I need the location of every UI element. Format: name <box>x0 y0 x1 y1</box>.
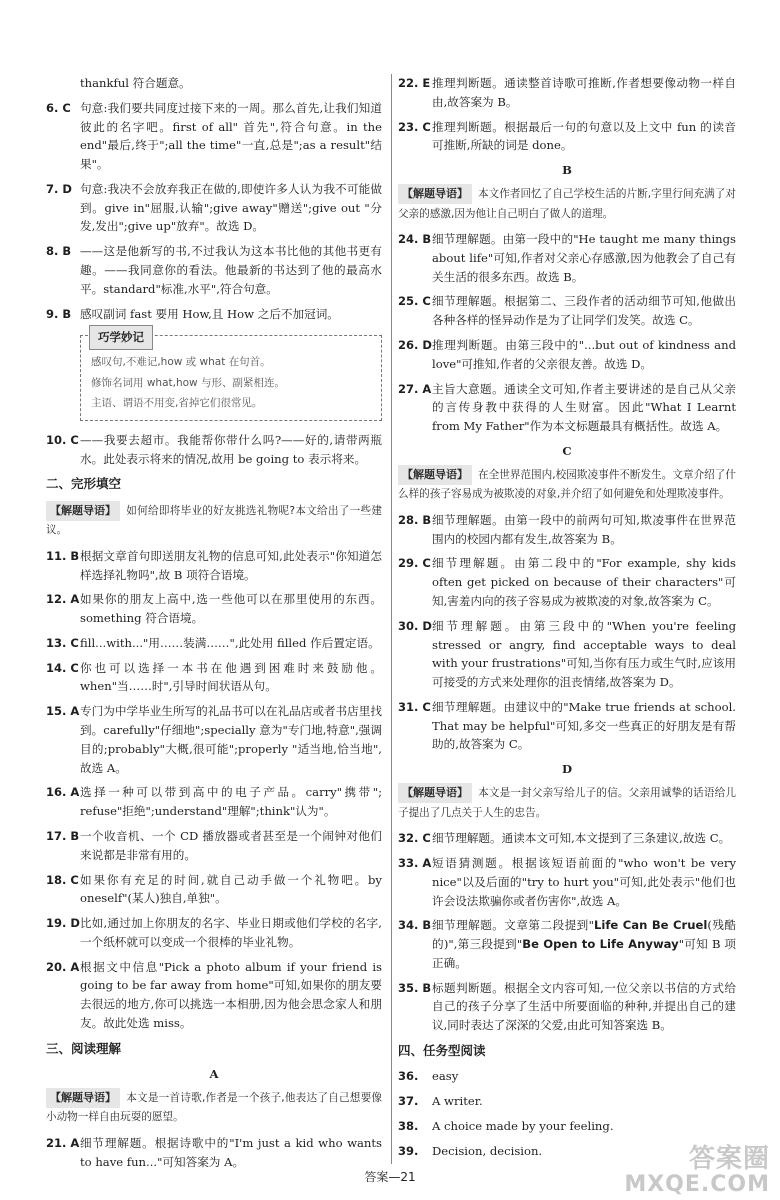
answer-item: 15. A 专门为中学毕业生所写的礼品书可以在礼品店或者书店里找到。carefully"仔细地";specially 意为"专门地,特意",强调目的;probably"大概,很可能";properly "适当地,恰当地",故选 A。 <box>46 704 382 775</box>
guide-tag: 【解题导语】 <box>46 501 120 521</box>
answer-item: 26. D 推理判断题。由第三段中的"...but out of kindness and love"可推知,作者的父亲很友善。故选 D。 <box>398 338 736 371</box>
memory-tip-line: 感叹句,不难记,how 或 what 在句首。 <box>91 356 271 369</box>
column-divider <box>391 74 392 1164</box>
guide-tag: 【解题导语】 <box>398 465 472 485</box>
site-watermark: 答案圈 MXQE.COM <box>624 1144 770 1197</box>
answer-item: 37. A writer. <box>398 1094 483 1109</box>
passage-letter: D <box>561 762 573 777</box>
answer-list-cloze <box>46 547 382 1033</box>
section-title-cloze: 二、完形填空 <box>46 476 122 492</box>
answer-item: 7. D 句意:我决不会放弃我正在做的,即使许多人认为我不可能做到。give in"屈服,认输";give away"赠送";give out "分发,发出";give up"放弃"。故选 D。 <box>46 181 382 234</box>
answer-item: 35. B 标题判断题。根据全文内容可知,一位父亲以书信的方式给自己的孩子分享了生活中所要面临的种种,并提出自己的建议,同时表达了深深的父爱,由此可知答案选 B。 <box>398 980 736 1033</box>
answer-item: 16. A 选择一种可以带到高中的电子产品。carry"携带"; refuse"拒绝";understand"理解";think"认为"。 <box>46 785 382 819</box>
answer-item: 13. C fill...with..."用……装满……",此处用 filled 作后置定语。 <box>46 635 380 650</box>
guide-passage-a: 【解题导语】 本文是一首诗歌,作者是一个孩子,他表达了自己想要像小动物一样自由玩耍的愿望。 <box>46 1088 382 1128</box>
guide-tag: 【解题导语】 <box>46 1088 120 1108</box>
answer-item: 17. B 一个收音机、一个 CD 播放器或者甚至是一个闹钟对他们来说都是非常有用的。 <box>46 828 382 862</box>
answer-item: 25. C 细节理解题。根据第二、三段作者的活动细节可知,他做出各种各样的怪异动作是为了让同学们发笑。故选 C。 <box>398 294 736 328</box>
answer-item: 39. Decision, decision. <box>398 1143 543 1158</box>
answer-item: 38. A choice made by your feeling. <box>398 1118 614 1133</box>
answer-item: 36. easy <box>398 1069 459 1084</box>
section-title-task-reading: 四、任务型阅读 <box>398 1043 486 1059</box>
answer-item: 6. C 句意:我们要共同度过接下来的一周。那么首先,让我们知道彼此的名字吧。first of all" 首先",符合句意。in the end"最后,终于";all the time"一直,总是";as a result"结果"。 <box>46 100 382 172</box>
answer-item: 12. A 如果你的朋友上高中,选一些他可以在那里使用的东西。something 符合语境。 <box>46 592 382 626</box>
answer-item: 32. C 细节理解题。通读本文可知,本文提到了三条建议,故选 C。 <box>398 831 731 846</box>
answer-item: 29. C 细节理解题。由第二段中的"For example, shy kids often get picked on because of their characters"可知,害羞内向的孩子容易成为被欺凌的对象,故答案为 C。 <box>398 556 736 608</box>
memory-tip-line: 主语、谓语不用变,省掉它们很常见。 <box>91 397 263 410</box>
answer-item: 27. A 主旨大意题。通读全文可知,作者主要讲述的是自己从父亲的言传身教中获得的人生财富。因此"What I Learnt from My Father"作为本文标题最具有概括性。故选 A。 <box>398 381 736 434</box>
answer-list-single-choice <box>46 99 382 324</box>
answer-item: 24. B 细节理解题。由第一段中的"He taught me many things about life"可知,作者对父亲心存感激,因为他教会了自己有关生活的很多东西。故选 B。 <box>398 232 736 284</box>
answer-item: 23. C 推理判断题。根据最后一句的句意以及上文中 fun 的读音可推断,所缺的词是 done。 <box>398 119 736 153</box>
answer-item: 34. B 细节理解题。文章第二段提到"Life Can Be Cruel(残酷的)",第三段提到"Be Open to Life Anyway"可知 B 项正确。 <box>398 918 736 970</box>
answer-item: 18. C 如果你有充足的时间,就自己动手做一个礼物吧。by oneself"(某人)独自,单独"。 <box>46 872 382 906</box>
guide-passage-d: 【解题导语】 本文是一封父亲写给儿子的信。父亲用诚挚的话语给儿子提出了几点关于人生的忠告。 <box>398 783 736 823</box>
answer-item: 14. C 你也可以选择一本书在他遇到困难时来鼓励他。when"当……时",引导时间状语从句。 <box>46 660 382 694</box>
continued-answer-5: thankful 符合题意。 <box>80 76 191 90</box>
answer-item: 30. D 细节理解题。由第三段中的"When you're feeling stressed or angry, find acceptable ways to deal with your frustrations"可知,当你有压力或生气时,应该用可接受的方式来处理你的沮丧情绪,故答案为 D。 <box>398 618 736 690</box>
memory-tip-title: 巧学妙记 <box>89 325 153 349</box>
guide-passage-b: 【解题导语】 本文作者回忆了自己学校生活的片断,字里行间充满了对父亲的感激,因为他让自己明白了做人的道理。 <box>398 184 736 224</box>
answer-item: 10. C ——我要去超市。我能帮你带什么吗?——好的,请带两瓶水。此处表示将来的情况,故用 be going to 表示将来。 <box>46 432 382 466</box>
guide-tag: 【解题导语】 <box>398 783 472 803</box>
answer-item: 19. D 比如,通过加上你朋友的名字、毕业日期或他们学校的名字,一个纸杯就可以变成一个很棒的毕业礼物。 <box>46 916 382 949</box>
answer-item: 20. A 根据文中信息"Pick a photo album if your friend is going to be far away from home"可知,如果你的朋友要去很远的地方,你可以挑选一本相册,因为他会思念家人和朋友。故此处选 miss。 <box>46 959 382 1030</box>
memory-tip-line: 修饰名词用 what,how 与形、副紧相连。 <box>91 376 285 389</box>
answer-item: 21. A 细节理解题。根据诗歌中的"I'm just a kid who wants to have fun..."可知答案为 A。 <box>46 1135 382 1169</box>
passage-letter: B <box>562 163 572 178</box>
answer-item: 22. E 推理判断题。通读整首诗歌可推断,作者想要像动物一样自由,故答案为 B。 <box>398 76 736 109</box>
answer-item: 28. B 细节理解题。由第一段中的前两句可知,欺凌事件在世界范围内的校园内都有发生,故答案为 B。 <box>398 512 736 546</box>
answer-item: 33. A 短语猜测题。根据该短语前面的"who won't be very nice"以及后面的"try to hurt you"可知,此处表示"他们也许会设法欺骗你或者伤害你",故选 A。 <box>398 856 736 908</box>
answer-item: 11. B 根据文章首句即送朋友礼物的信息可知,此处表示"你知道怎样选择礼物吗",故 B 项符合语境。 <box>46 548 382 582</box>
guide-cloze: 【解题导语】 如何给即将毕业的好友挑选礼物呢?本文给出了一些建议。 <box>46 501 382 541</box>
guide-passage-c: 【解题导语】 在全世界范围内,校园欺凌事件不断发生。文章介绍了什么样的孩子容易成为被欺凌的对象,并介绍了如何避免和处理欺凌事件。 <box>398 465 736 505</box>
section-title-reading: 三、阅读理解 <box>46 1040 122 1056</box>
passage-letter: A <box>209 1067 219 1081</box>
passage-letter: C <box>562 443 572 458</box>
left-column <box>46 74 382 1178</box>
answer-item: 8. B ——这是他新写的书,不过我认为这本书比他的其他书更有趣。——我同意你的看法。他最新的书达到了他的最高水平。standard"标准,水平",符合句意。 <box>46 244 382 296</box>
right-column <box>398 74 736 1166</box>
answer-item: 9. B 感叹副词 fast 要用 How,且 How 之后不加冠词。 <box>46 306 339 321</box>
guide-tag: 【解题导语】 <box>398 184 472 204</box>
answer-item: 31. C 细节理解题。由建议中的"Make true friends at school. That may be helpful"可知,多交一些真正的好朋友是有帮助的,故答案为 C。 <box>398 699 736 752</box>
memory-tip-box <box>80 330 382 420</box>
page-number: 答案—21 <box>364 1170 416 1184</box>
